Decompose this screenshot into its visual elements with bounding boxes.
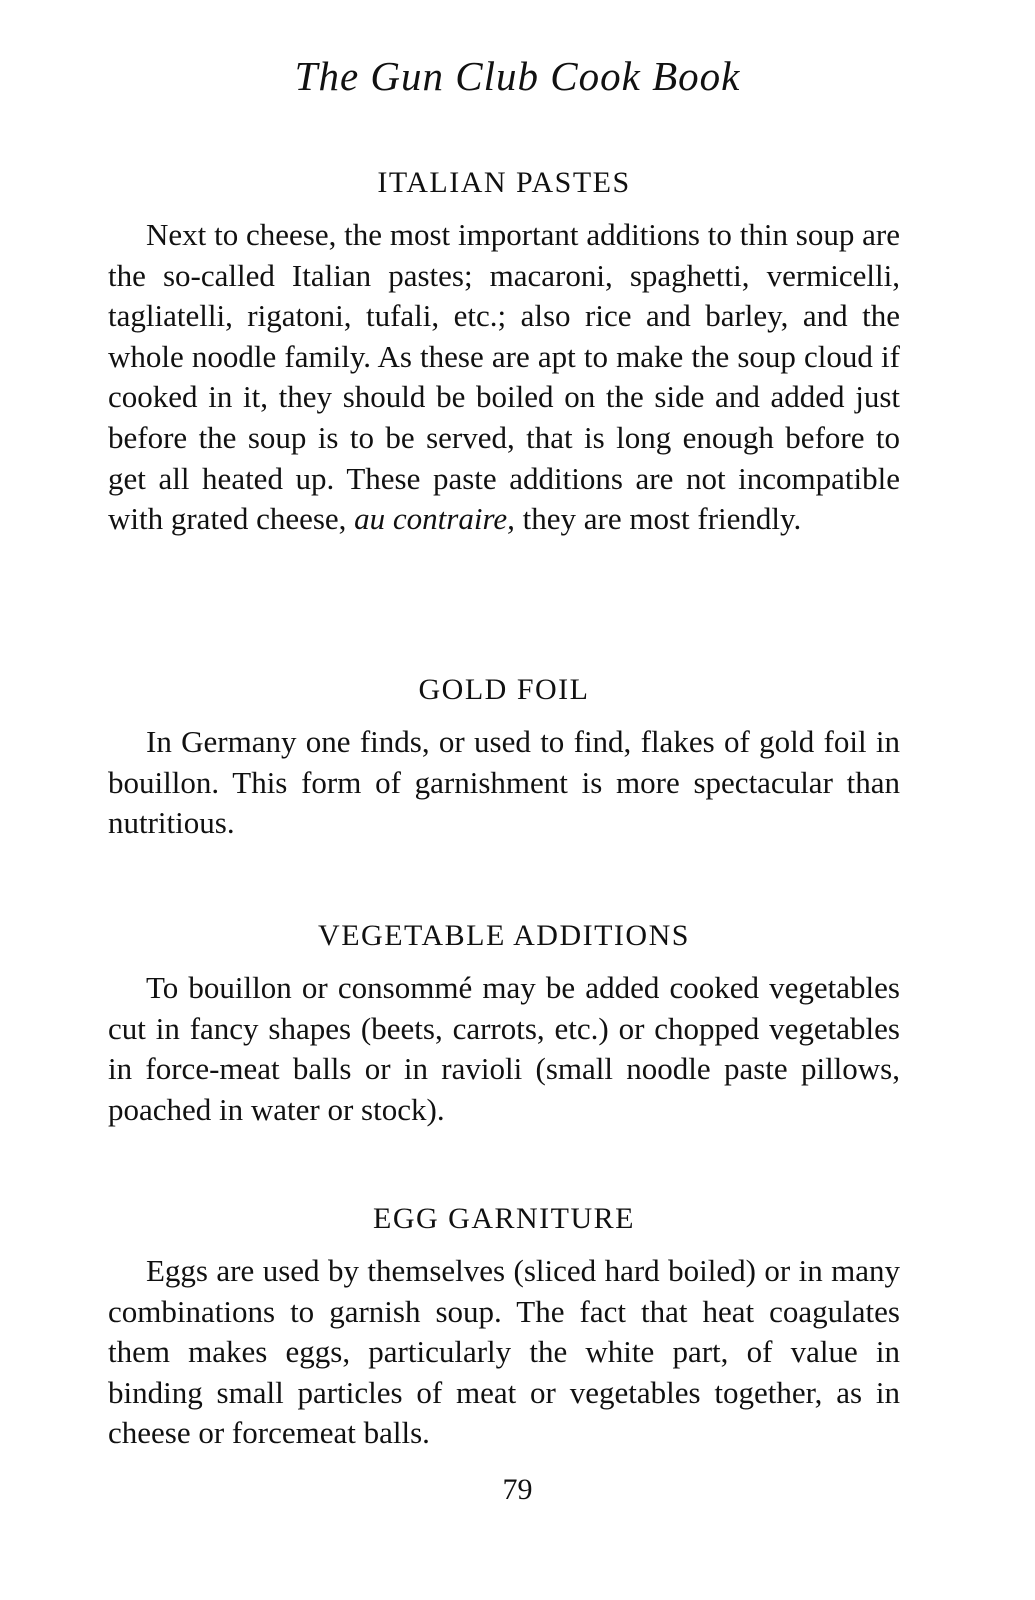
body-text-italic: au contraire, [354, 501, 515, 537]
section-gold-foil [108, 670, 900, 844]
section-body: To bouillon or consommé may be added cooked vegetables cut in fancy shapes (beets, carrots, etc.) or chopped vegetables in force-meat balls or in ravioli (small noodle paste pillows, poached in water or stock). [108, 970, 900, 1127]
section-body [108, 215, 900, 540]
section-heading: EGG GARNITURE [373, 1202, 635, 1235]
page-number: 79 [502, 1473, 533, 1506]
section-body: Eggs are used by themselves (sliced hard boiled) or in many combinations to garnish soup. The fact that heat coagulates them makes eggs, particularly the white part, of value in binding small particles of meat or vegetables together, as in cheese or forcemeat balls. [108, 1253, 900, 1451]
running-head: The Gun Club Cook Book [294, 53, 741, 99]
section-heading: GOLD FOIL [418, 673, 590, 706]
section-vegetable-additions [108, 916, 900, 1130]
section-heading: ITALIAN PASTES [377, 166, 631, 199]
section-italian-pastes [108, 163, 900, 540]
section-egg-garniture [108, 1199, 900, 1454]
section-body: In Germany one finds, or used to find, flakes of gold foil in bouillon. This form of garnishment is more spectacular than nutritious. [108, 724, 900, 841]
section-heading: VEGETABLE ADDITIONS [318, 919, 690, 952]
body-text-start: Next to cheese, the most important additions to thin soup are the so-called Italian pastes; macaroni, spaghetti, vermicelli, tagliatelli, rigatoni, tufali, etc.; also rice and barley, and the whole noodle family. As these are apt to make the soup cloud if cooked in it, they should be boiled on the side and added just before the soup is to be served, that is long enough before to get all heated up. These paste additions are not incompatible with grated cheese, [108, 217, 900, 537]
body-text-end: they are most friendly. [514, 501, 802, 537]
